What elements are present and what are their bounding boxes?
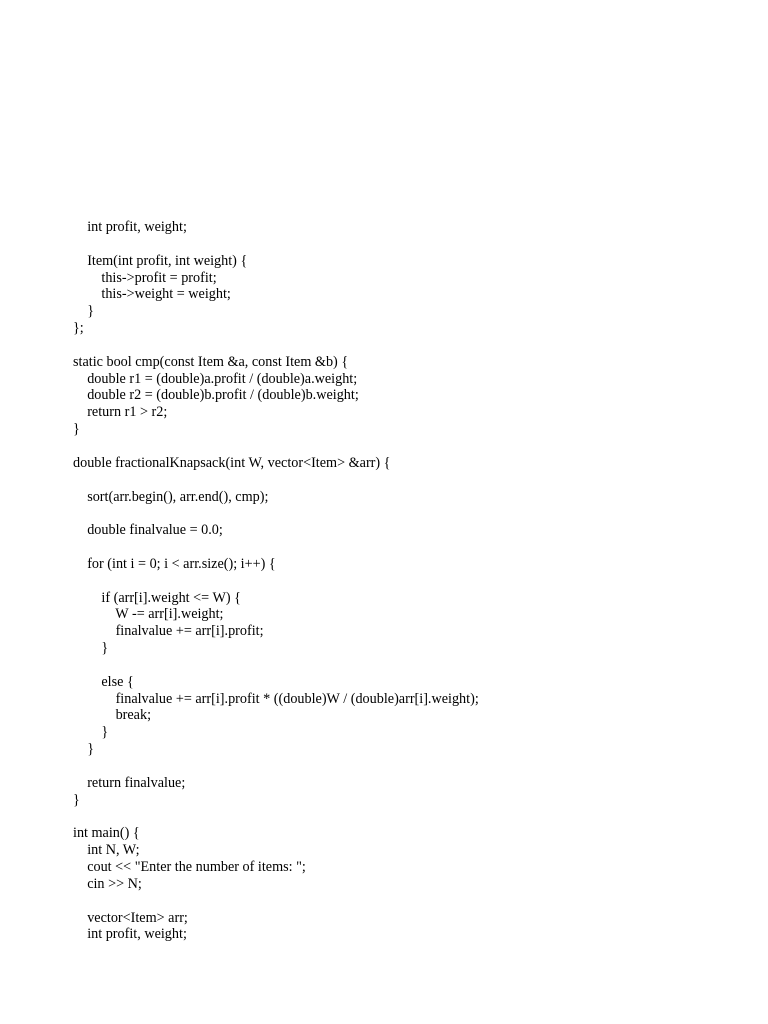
code-line: }: [73, 303, 94, 320]
code-listing: [73, 219, 753, 943]
code-line: }: [73, 724, 109, 741]
code-line: cin >> N;: [73, 875, 142, 892]
code-line: cout << "Enter the number of items: ";: [73, 859, 306, 876]
code-line: int profit, weight;: [73, 219, 187, 235]
code-line: int N, W;: [73, 842, 140, 859]
code-line: [73, 893, 753, 910]
code-line: break;: [73, 707, 152, 724]
code-line: [73, 758, 753, 775]
code-line: Item(int profit, int weight) {: [73, 252, 248, 269]
code-line: }: [73, 640, 109, 657]
code-line: this->weight = weight;: [73, 286, 231, 303]
code-line: for (int i = 0; i < arr.size(); i++) {: [73, 555, 276, 572]
code-line: int main() {: [73, 825, 140, 842]
code-line: double r1 = (double)a.profit / (double)a.weight;: [73, 370, 358, 387]
code-line: }: [73, 421, 80, 438]
code-line: finalvalue += arr[i].profit;: [73, 623, 264, 640]
code-line: [73, 337, 753, 354]
code-line: [73, 809, 753, 826]
code-line: finalvalue += arr[i].profit * ((double)W / (double)arr[i].weight);: [73, 690, 479, 707]
code-line: [73, 472, 753, 489]
code-line: [73, 236, 753, 253]
code-line: vector<Item> arr;: [73, 909, 188, 926]
code-line: [73, 657, 753, 674]
code-line: return r1 > r2;: [73, 404, 168, 421]
code-line: [73, 438, 753, 455]
code-line: W -= arr[i].weight;: [73, 606, 224, 623]
code-line: sort(arr.begin(), arr.end(), cmp);: [73, 488, 269, 505]
code-line: }: [73, 791, 80, 808]
code-line: [73, 539, 753, 556]
code-line: };: [73, 320, 84, 337]
code-line: [73, 505, 753, 522]
code-line: }: [73, 741, 94, 758]
code-line: int profit, weight;: [73, 926, 187, 943]
code-line: double fractionalKnapsack(int W, vector<Item> &arr) {: [73, 454, 391, 471]
code-line: static bool cmp(const Item &a, const Item &b) {: [73, 353, 349, 370]
code-line: this->profit = profit;: [73, 269, 217, 286]
code-line: [73, 573, 753, 590]
code-line: return finalvalue;: [73, 774, 186, 791]
code-line: double finalvalue = 0.0;: [73, 522, 223, 539]
code-line: else {: [73, 673, 134, 690]
code-line: double r2 = (double)b.profit / (double)b.weight;: [73, 387, 359, 404]
code-line: if (arr[i].weight <= W) {: [73, 589, 241, 606]
